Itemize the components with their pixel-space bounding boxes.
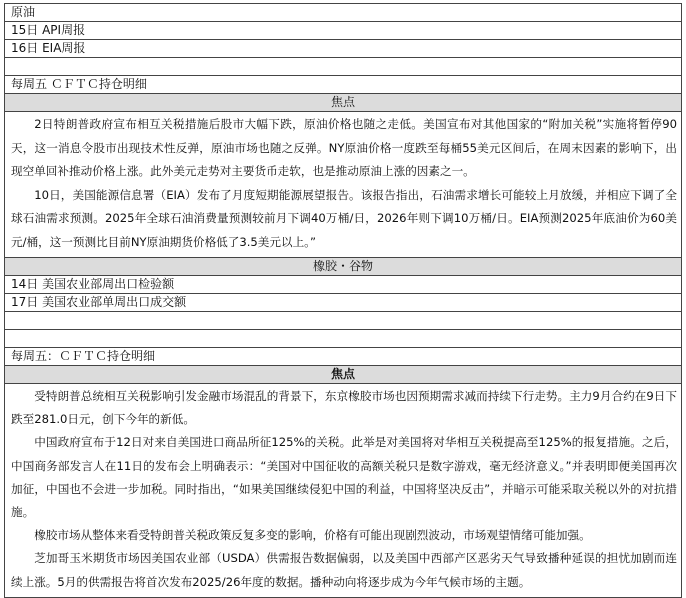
focus-text-block xyxy=(5,384,681,597)
empty-row xyxy=(5,312,681,330)
focus-paragraph: 10日，美国能源信息署（EIA）发布了月度短期能源展望报告。该报告指出，石油需求增长可能较上月放缓，并相应下调了全球石油需求预测。2025年全球石油消费量预测较前月下调40万桶/日，2026年则下调10万桶/日。EIA预测2025年底油价为60美元/桶，这一预测比目前NY原油期货价格低了3.5美元以上。” xyxy=(11,187,677,249)
focus-text-block xyxy=(5,112,681,258)
schedule-row: 15日 API周报 xyxy=(5,22,681,40)
focus-paragraph: 橡胶市场从整体来看受特朗普关税政策反复多变的影响，价格有可能出现剧烈波动，市场观望情绪可能加强。 xyxy=(34,528,591,543)
cftc-row: 每周五：ＣＦＴＣ持仓明细 xyxy=(5,348,681,366)
empty-row xyxy=(5,58,681,76)
schedule-row: 17日 美国农业部单周出口成交额 xyxy=(5,294,681,312)
rubber-section-title: 橡胶・谷物 xyxy=(5,258,681,276)
schedule-row: 16日 EIA周报 xyxy=(5,40,681,58)
focus-header: 焦点 xyxy=(5,94,681,112)
focus-paragraph: 2日特朗普政府宣布相互关税措施后股市大幅下跌，原油价格也随之走低。美国宣布对其他国家的“附加关税”实施将暂停90天，这一消息令股市出现技术性反弹，原油市场也随之反弹。NY原油价格一度跌至每桶55美元区间后，在周末因素的影响下，出现空单回补推动价格上涨。此外美元走势对主要货币走软，也是推动原油上涨的因素之一。 xyxy=(11,117,677,178)
schedule-row: 14日 美国农业部周出口检验额 xyxy=(5,276,681,294)
empty-row xyxy=(5,330,681,348)
focus-header: 焦点 xyxy=(5,366,681,384)
focus-paragraph: 受特朗普总统相互关税影响引发金融市场混乱的背景下，东京橡胶市场也因预期需求减而持续下行走势。主力9月合约在9日下跌至281.0日元，创下今年的新低。 xyxy=(11,389,677,427)
focus-paragraph: 中国政府宣布于12日对来自美国进口商品所征125%的关税。此举是对美国将对华相互关税提高至125%的报复措施。之后，中国商务部发言人在11日的发布会上明确表示：“美国对中国征收的高额关税只是数字游戏，毫无经济意义。”并表明即便美国再次加征，中国也不会进一步加税。同时指出，“如果美国继续侵犯中国的利益，中国将坚决反击”，并暗示可能采取关税以外的对抗措施。 xyxy=(11,435,677,520)
oil-section-title: 原油 xyxy=(5,4,681,22)
report-sheet xyxy=(4,3,682,598)
focus-paragraph: 芝加哥玉米期货市场因美国农业部（USDA）供需报告数据偏弱，以及美国中西部产区恶劣天气导致播种延误的担忧加剧而连续上涨。5月的供需报告将首次发布2025/26年度的数据。播种动向将逐步成为今年气候市场的主题。 xyxy=(11,551,677,589)
cftc-row: 每周五 ＣＦＴＣ持仓明细 xyxy=(5,76,681,94)
